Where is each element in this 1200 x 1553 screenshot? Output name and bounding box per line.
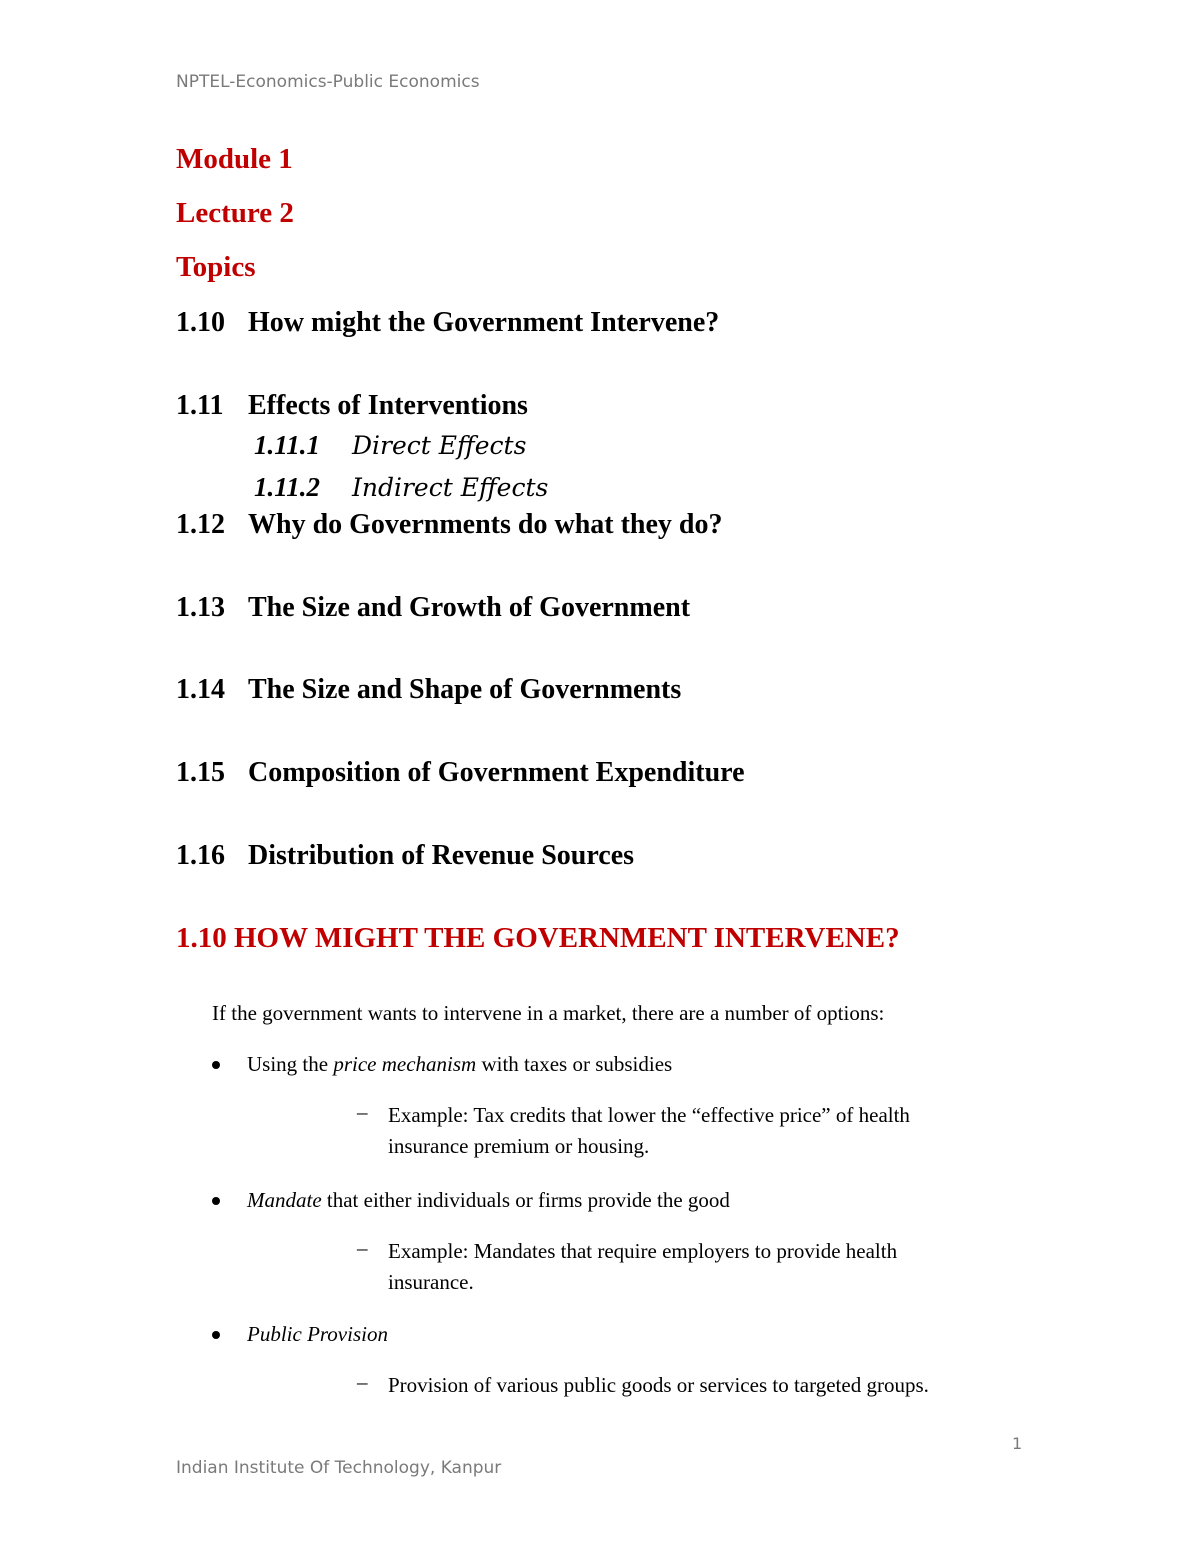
topic-item [176,757,745,789]
topic-title: Why do Governments do what they do? [248,509,723,540]
module-title: Module 1 [176,143,293,175]
bullet-icon [212,1331,220,1339]
subtopic-title: Direct Effects [352,431,527,460]
topic-number: 1.12 [176,509,225,540]
page-number: 1 [1012,1434,1023,1453]
running-header: NPTEL-Economics-Public Economics [176,72,480,92]
topic-item [176,390,528,422]
bullet-item [247,1049,1007,1080]
topic-item [176,509,722,541]
dash-icon: – [357,1100,368,1124]
section-intro: If the government wants to intervene in a market, there are a number of options: [212,1001,885,1025]
bullet-example: Provision of various public goods or services to targeted groups. [388,1373,929,1397]
bullet-emphasis: Public Provision [247,1322,388,1346]
topic-number: 1.14 [176,674,225,705]
subtopic-number: 1.11.1 [254,430,321,460]
bullet-icon [212,1197,220,1205]
dash-icon: – [357,1236,368,1260]
subtopic-number: 1.11.2 [254,472,321,502]
footer-institution: Indian Institute Of Technology, Kanpur [176,1458,502,1478]
topic-title: Distribution of Revenue Sources [248,840,635,871]
subtopic-item [254,472,548,503]
bullet-text-suffix: with taxes or subsidies [476,1052,673,1076]
bullet-text-prefix: Using the [247,1052,334,1076]
bullet-item [247,1185,1007,1216]
bullet-text-suffix: that either individuals or firms provide the good [321,1188,730,1212]
bullet-example: Example: Tax credits that lower the “effective price” of health insurance premium or housing. [388,1103,910,1158]
topic-number: 1.11 [176,390,224,421]
topic-number: 1.16 [176,840,225,871]
topic-item [176,674,681,706]
bullet-item [247,1319,1007,1350]
bullet-example: Example: Mandates that require employers to provide health insurance. [388,1239,898,1294]
topic-title: Composition of Government Expenditure [248,757,745,788]
topic-item [176,307,719,339]
subtopic-title: Indirect Effects [352,473,549,502]
lecture-title: Lecture 2 [176,197,294,229]
topic-title: The Size and Shape of Governments [248,674,682,705]
topics-heading: Topics [176,251,256,283]
section-heading: 1.10 HOW MIGHT THE GOVERNMENT INTERVENE? [176,922,900,954]
topic-number: 1.10 [176,307,225,338]
dash-icon: – [357,1370,368,1394]
bullet-icon [212,1061,220,1069]
topic-number: 1.13 [176,592,225,623]
bullet-emphasis: Mandate [247,1188,322,1212]
topic-title: How might the Government Intervene? [248,307,720,338]
topic-item [176,840,634,872]
topic-number: 1.15 [176,757,225,788]
topic-title: Effects of Interventions [248,390,528,421]
subtopic-item [254,430,526,461]
topic-item [176,592,690,624]
topic-title: The Size and Growth of Government [248,592,691,623]
bullet-emphasis: price mechanism [333,1052,477,1076]
